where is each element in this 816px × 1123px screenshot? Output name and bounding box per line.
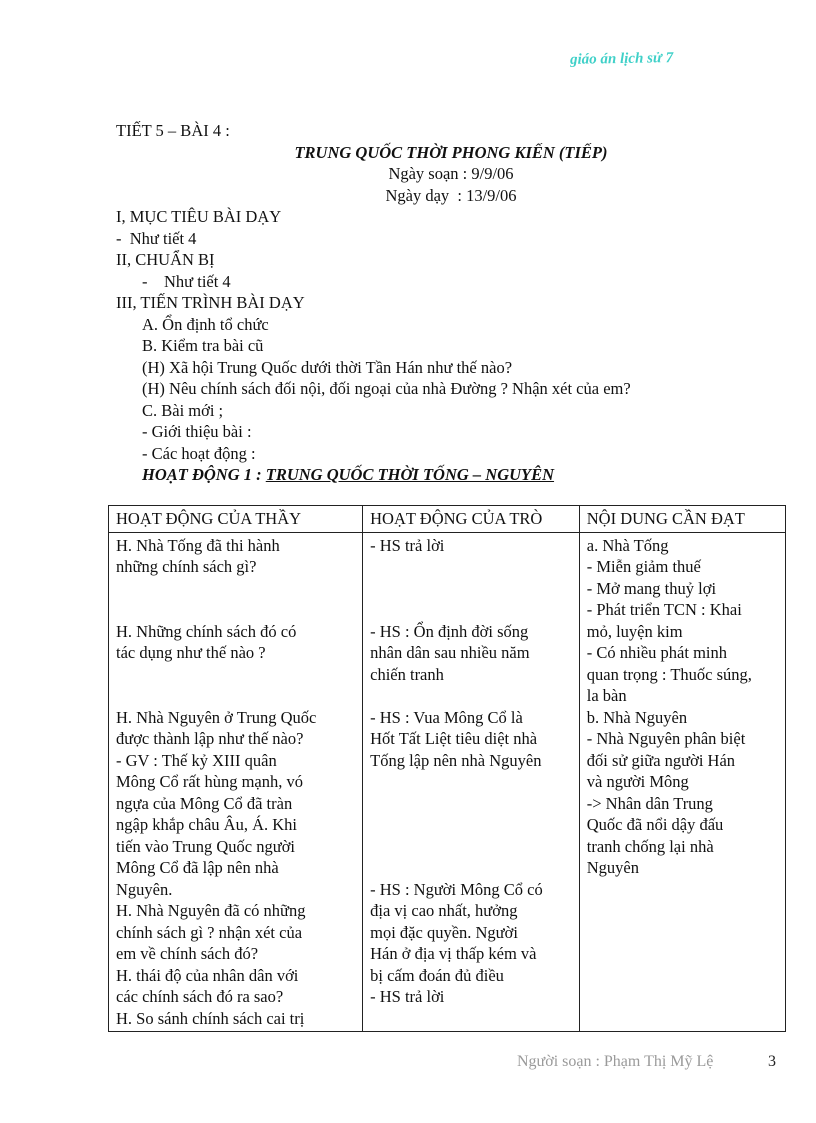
- teacher-line: ngựa của Mông Cổ đã tràn: [116, 793, 293, 813]
- footer-author: Người soạn : Phạm Thị Mỹ Lệ: [517, 1053, 714, 1070]
- teacher-line: em về chính sách đó?: [116, 944, 259, 963]
- section-3-heading: III, TIẾN TRÌNH BÀI DẠY: [116, 293, 305, 312]
- teacher-line: tiến vào Trung Quốc người: [116, 836, 296, 856]
- student-line: [370, 793, 572, 815]
- student-line: Tống lập nên nhà Nguyên: [370, 750, 542, 770]
- student-line: [370, 556, 572, 578]
- section-1-heading: I, MỤC TIÊU BÀI DẠY: [116, 207, 282, 226]
- content-line: mỏ, luyện kim: [586, 621, 683, 641]
- prep-date: Ngày soạn : 9/9/06: [388, 164, 514, 183]
- teacher-line: chính sách gì ? nhận xét của: [116, 922, 303, 942]
- teach-date: Ngày dạy : 13/9/06: [385, 185, 517, 205]
- content-line: - Có nhiều phát minh: [586, 643, 727, 662]
- student-line: [370, 578, 572, 600]
- teacher-line: ngập khắp châu Âu, Á. Khi: [116, 815, 298, 834]
- teacher-line: những chính sách gì?: [116, 557, 257, 576]
- student-line: [370, 599, 572, 621]
- content-line: b. Nhà Nguyên: [586, 707, 688, 727]
- step-a: A. Ổn định tổ chức: [142, 314, 269, 334]
- student-line: Hán ở địa vị thấp kém và: [370, 944, 537, 963]
- student-line: [370, 685, 572, 707]
- student-line: - HS : Người Mông Cổ có: [370, 879, 543, 899]
- teacher-line: H. Nhà Nguyên ở Trung Quốc: [116, 707, 317, 727]
- step-b: B. Kiểm tra bài cũ: [142, 336, 264, 355]
- teacher-line: H. Những chính sách đó có: [116, 621, 297, 641]
- lesson-label: TIẾT 5 – BÀI 4 :: [116, 121, 230, 140]
- activity-table: [108, 505, 786, 1032]
- student-line: nhân dân sau nhiều năm: [370, 643, 530, 662]
- student-line: chiến tranh: [370, 664, 444, 684]
- content-line: - Nhà Nguyên phân biệt: [586, 729, 746, 748]
- teacher-line: [116, 599, 355, 621]
- teacher-line: Mông Cổ đã lập nên nhà: [116, 858, 279, 877]
- watermark: giáo án lịch sử 7: [569, 50, 674, 68]
- teacher-line: [116, 664, 355, 686]
- teacher-line: H. Nhà Tống đã thi hành: [116, 535, 280, 555]
- content-line: - Miễn giảm thuế: [586, 557, 701, 576]
- lesson-title: TRUNG QUỐC THỜI PHONG KIẾN (TIẾP): [294, 142, 608, 162]
- content-line: quan trọng : Thuốc súng,: [586, 664, 752, 684]
- teacher-line: H. Nhà Nguyên đã có những: [116, 901, 306, 920]
- content-line: tranh chống lại nhà: [586, 836, 714, 856]
- activity-1-title: TRUNG QUỐC THỜI TỐNG – NGUYÊN: [265, 465, 555, 484]
- teacher-line: Mông Cổ rất hùng mạnh, vó: [116, 772, 303, 791]
- intro-label: - Giới thiệu bài :: [142, 422, 252, 441]
- student-line: [370, 814, 572, 836]
- header-content: NỘI DUNG CẦN ĐẠT: [579, 506, 785, 533]
- student-line: Hốt Tất Liệt tiêu diệt nhà: [370, 729, 538, 748]
- teacher-line: [116, 578, 355, 600]
- activity-1-label: HOẠT ĐỘNG 1 :: [142, 465, 266, 484]
- table-header-row: [109, 506, 786, 533]
- student-line: mọi đặc quyền. Người: [370, 922, 518, 942]
- student-line: [370, 836, 572, 858]
- section-2-heading: II, CHUẨN BỊ: [116, 250, 215, 269]
- teacher-line: Nguyên.: [116, 879, 173, 899]
- teacher-line: H. thái độ của nhân dân với: [116, 965, 299, 985]
- student-line: [370, 857, 572, 879]
- review-question-2: (H) Nêu chính sách đối nội, đối ngoại của nhà Đường ? Nhận xét của em?: [142, 379, 631, 398]
- section-1-item: - Như tiết 4: [116, 228, 197, 248]
- page-number: 3: [768, 1053, 776, 1070]
- teacher-line: các chính sách đó ra sao?: [116, 987, 284, 1006]
- content-line: a. Nhà Tống: [586, 535, 669, 555]
- activities-label: - Các hoạt động :: [142, 443, 256, 463]
- student-line: - HS : Vua Mông Cổ là: [370, 707, 523, 727]
- content-line: đối sử giữa người Hán: [586, 750, 736, 770]
- content-line: Nguyên: [586, 858, 639, 877]
- student-line: - HS trả lời: [370, 535, 445, 555]
- student-line: - HS : Ổn định đời sống: [370, 621, 529, 641]
- table-row: [109, 532, 786, 1032]
- content-line: và người Mông: [586, 772, 689, 791]
- student-line: [370, 771, 572, 793]
- teacher-line: được thành lập như thế nào?: [116, 729, 304, 748]
- content-line: - Phát triển TCN : Khai: [586, 600, 742, 619]
- teacher-line: tác dụng như thế nào ?: [116, 643, 266, 662]
- section-2-item: - Như tiết 4: [142, 271, 231, 291]
- teacher-line: - GV : Thế kỷ XIII quân: [116, 750, 277, 770]
- header-teacher: HOẠT ĐỘNG CỦA THẦY: [109, 506, 363, 533]
- step-c: C. Bài mới ;: [142, 400, 224, 420]
- student-cell: [363, 532, 580, 1032]
- teacher-line: H. So sánh chính sách cai trị: [116, 1008, 305, 1028]
- student-line: địa vị cao nhất, hưởng: [370, 901, 518, 920]
- teacher-line: [116, 685, 355, 707]
- teacher-cell: [109, 532, 363, 1032]
- activity-1-heading: [116, 464, 786, 486]
- content-line: Quốc đã nổi dậy đấu: [586, 815, 724, 834]
- content-line: - Mở mang thuỷ lợi: [586, 578, 717, 598]
- content-line: la bàn: [586, 686, 627, 705]
- student-line: bị cấm đoán đủ điều: [370, 965, 504, 985]
- content-line: -> Nhân dân Trung: [586, 793, 713, 813]
- content-cell: [579, 532, 785, 1032]
- student-line: - HS trả lời: [370, 987, 445, 1006]
- document-body: [116, 120, 786, 486]
- header-student: HOẠT ĐỘNG CỦA TRÒ: [363, 506, 580, 533]
- review-question-1: (H) Xã hội Trung Quốc dưới thời Tần Hán như thế nào?: [142, 357, 513, 377]
